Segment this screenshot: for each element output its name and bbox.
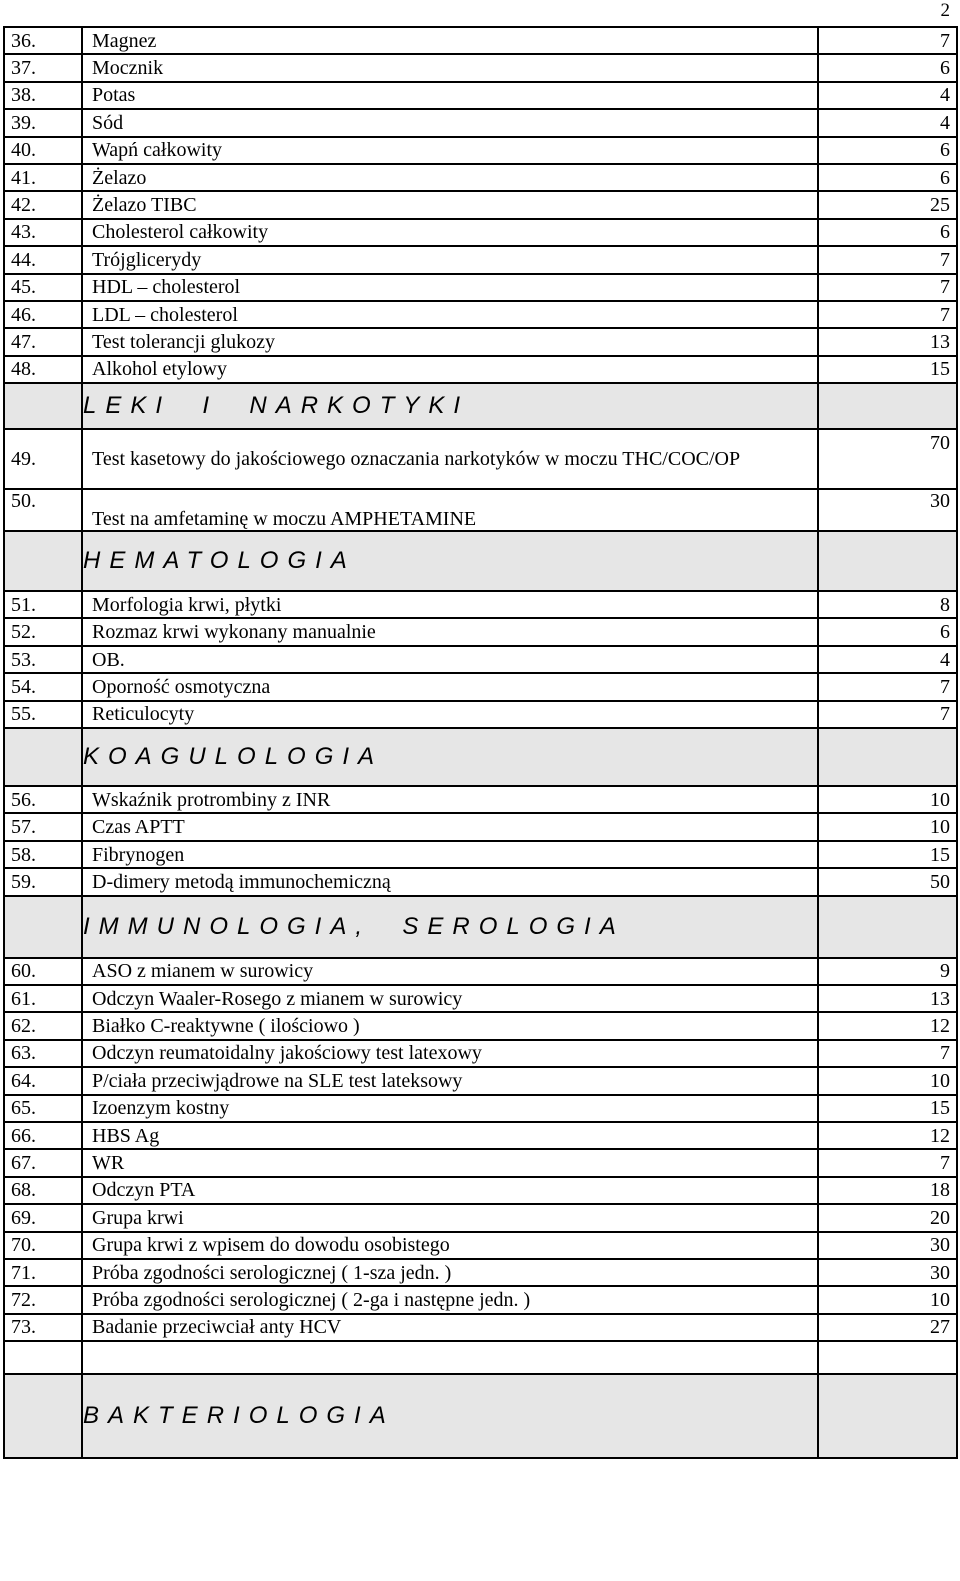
row-number: 41. (4, 164, 82, 191)
test-price: 15 (818, 1095, 957, 1122)
table-row (4, 164, 957, 191)
test-name: Próba zgodności serologicznej ( 1-sza jedn. ) (82, 1259, 818, 1286)
test-price: 12 (818, 1122, 957, 1149)
table-row (4, 1040, 957, 1067)
row-number: 43. (4, 219, 82, 246)
row-number: 60. (4, 958, 82, 985)
row-number: 46. (4, 301, 82, 328)
table-row (4, 246, 957, 273)
row-number: 42. (4, 191, 82, 218)
test-name: Grupa krwi z wpisem do dowodu osobistego (82, 1232, 818, 1259)
row-number: 54. (4, 673, 82, 700)
section-title-hematologia: HEMATOLOGIA (82, 531, 818, 591)
row-number: 61. (4, 985, 82, 1012)
test-price: 50 (818, 868, 957, 895)
test-name: Reticulocyty (82, 701, 818, 728)
table-row (4, 868, 957, 895)
table-row (4, 429, 957, 489)
section-header-blank (818, 383, 957, 429)
test-name: Cholesterol całkowity (82, 219, 818, 246)
section-title-immunologia: IMMUNOLOGIA, SEROLOGIA (82, 896, 818, 958)
table-row (4, 1204, 957, 1231)
section-header-blank (818, 1374, 957, 1458)
test-name: Mocznik (82, 54, 818, 81)
test-name: Żelazo (82, 164, 818, 191)
section-title-bakteriologia: BAKTERIOLOGIA (82, 1374, 818, 1458)
test-price: 7 (818, 701, 957, 728)
table-row (4, 673, 957, 700)
test-price: 7 (818, 301, 957, 328)
section-header-row (4, 728, 957, 786)
section-header-row (4, 1374, 957, 1458)
table-row (4, 1067, 957, 1094)
test-name: D-dimery metodą immunochemiczną (82, 868, 818, 895)
test-name: P/ciała przeciwjądrowe na SLE test lateksowy (82, 1067, 818, 1094)
blank-row (4, 1341, 957, 1374)
test-name: Potas (82, 82, 818, 109)
test-name: Odczyn PTA (82, 1177, 818, 1204)
table-row (4, 301, 957, 328)
table-row (4, 1012, 957, 1039)
table-row (4, 219, 957, 246)
test-price: 20 (818, 1204, 957, 1231)
row-number: 72. (4, 1286, 82, 1313)
table-row (4, 985, 957, 1012)
row-number: 37. (4, 54, 82, 81)
row-number: 73. (4, 1314, 82, 1341)
section-header-row (4, 531, 957, 591)
row-number: 53. (4, 646, 82, 673)
row-number: 50. (4, 489, 82, 531)
test-price: 10 (818, 786, 957, 813)
table-row (4, 701, 957, 728)
test-name: Badanie przeciwciał anty HCV (82, 1314, 818, 1341)
test-name: ASO z mianem w surowicy (82, 958, 818, 985)
section-header-blank (4, 896, 82, 958)
row-number: 58. (4, 841, 82, 868)
row-number: 66. (4, 1122, 82, 1149)
test-name: Wskaźnik protrombiny z INR (82, 786, 818, 813)
table-row (4, 1286, 957, 1313)
test-name: Magnez (82, 27, 818, 54)
table-row (4, 1095, 957, 1122)
test-price: 4 (818, 82, 957, 109)
test-price: 7 (818, 27, 957, 54)
blank-cell (818, 1341, 957, 1374)
table-row (4, 27, 957, 54)
test-price: 7 (818, 673, 957, 700)
test-name: LDL – cholesterol (82, 301, 818, 328)
test-price: 8 (818, 591, 957, 618)
table-row (4, 1177, 957, 1204)
table-row (4, 958, 957, 985)
test-price: 18 (818, 1177, 957, 1204)
test-name: Czas APTT (82, 813, 818, 840)
table-row (4, 489, 957, 531)
test-price: 15 (818, 356, 957, 383)
blank-cell (4, 1341, 82, 1374)
test-price: 25 (818, 191, 957, 218)
row-number: 36. (4, 27, 82, 54)
blank-cell (82, 1341, 818, 1374)
table-row (4, 82, 957, 109)
row-number: 71. (4, 1259, 82, 1286)
test-name: Morfologia krwi, płytki (82, 591, 818, 618)
row-number: 49. (4, 429, 82, 489)
test-name: Wapń całkowity (82, 137, 818, 164)
table-row (4, 1314, 957, 1341)
row-number: 63. (4, 1040, 82, 1067)
test-name: Próba zgodności serologicznej ( 2-ga i następne jedn. ) (82, 1286, 818, 1313)
test-price: 6 (818, 618, 957, 645)
test-price: 13 (818, 985, 957, 1012)
table-row (4, 1149, 957, 1176)
test-price: 6 (818, 137, 957, 164)
row-number: 48. (4, 356, 82, 383)
table-row (4, 1232, 957, 1259)
table-row (4, 274, 957, 301)
test-name: Białko C-reaktywne ( ilościowo ) (82, 1012, 818, 1039)
section-header-blank (818, 531, 957, 591)
row-number: 64. (4, 1067, 82, 1094)
table-row (4, 841, 957, 868)
test-name: HDL – cholesterol (82, 274, 818, 301)
test-name: Trójglicerydy (82, 246, 818, 273)
table-row (4, 328, 957, 355)
section-title-leki: LEKI I NARKOTYKI (82, 383, 818, 429)
test-name: Izoenzym kostny (82, 1095, 818, 1122)
row-number: 45. (4, 274, 82, 301)
table-row (4, 646, 957, 673)
test-name: Grupa krwi (82, 1204, 818, 1231)
test-price: 6 (818, 219, 957, 246)
test-name: Alkohol etylowy (82, 356, 818, 383)
test-price: 30 (818, 1259, 957, 1286)
test-price: 4 (818, 109, 957, 136)
row-number: 51. (4, 591, 82, 618)
table-row (4, 356, 957, 383)
page-number: 2 (940, 0, 950, 21)
test-name: Test kasetowy do jakościowego oznaczania narkotyków w moczu THC/COC/OP (82, 429, 818, 489)
test-price: 7 (818, 274, 957, 301)
section-header-blank (4, 383, 82, 429)
section-header-blank (4, 728, 82, 786)
row-number: 59. (4, 868, 82, 895)
test-price: 13 (818, 328, 957, 355)
test-name: WR (82, 1149, 818, 1176)
table-row (4, 618, 957, 645)
row-number: 70. (4, 1232, 82, 1259)
test-price: 7 (818, 1149, 957, 1176)
row-number: 62. (4, 1012, 82, 1039)
test-price: 70 (818, 429, 957, 489)
test-price: 6 (818, 54, 957, 81)
test-name: Żelazo TIBC (82, 191, 818, 218)
test-price: 15 (818, 841, 957, 868)
row-number: 67. (4, 1149, 82, 1176)
test-price: 30 (818, 1232, 957, 1259)
test-name: Oporność osmotyczna (82, 673, 818, 700)
table-row (4, 1259, 957, 1286)
test-price: 7 (818, 1040, 957, 1067)
test-name: Rozmaz krwi wykonany manualnie (82, 618, 818, 645)
test-price: 10 (818, 1286, 957, 1313)
row-number: 69. (4, 1204, 82, 1231)
test-price: 4 (818, 646, 957, 673)
section-header-blank (4, 1374, 82, 1458)
test-name: Test na amfetaminę w moczu AMPHETAMINE (82, 489, 818, 531)
test-price: 9 (818, 958, 957, 985)
test-name: Sód (82, 109, 818, 136)
table-row (4, 191, 957, 218)
test-name: HBS Ag (82, 1122, 818, 1149)
row-number: 39. (4, 109, 82, 136)
test-name: Fibrynogen (82, 841, 818, 868)
test-price: 7 (818, 246, 957, 273)
test-price: 27 (818, 1314, 957, 1341)
row-number: 55. (4, 701, 82, 728)
row-number: 56. (4, 786, 82, 813)
test-price: 10 (818, 813, 957, 840)
section-header-blank (818, 896, 957, 958)
test-name: OB. (82, 646, 818, 673)
test-price: 12 (818, 1012, 957, 1039)
table-row (4, 109, 957, 136)
row-number: 44. (4, 246, 82, 273)
test-name: Test tolerancji glukozy (82, 328, 818, 355)
row-number: 40. (4, 137, 82, 164)
row-number: 52. (4, 618, 82, 645)
row-number: 38. (4, 82, 82, 109)
section-header-blank (4, 531, 82, 591)
row-number: 47. (4, 328, 82, 355)
table-row (4, 1122, 957, 1149)
table-row (4, 54, 957, 81)
row-number: 57. (4, 813, 82, 840)
row-number: 68. (4, 1177, 82, 1204)
test-price: 30 (818, 489, 957, 531)
test-price: 10 (818, 1067, 957, 1094)
price-list-table (3, 26, 958, 1459)
section-header-blank (818, 728, 957, 786)
test-price: 6 (818, 164, 957, 191)
table-row (4, 786, 957, 813)
section-title-koagulologia: KOAGULOLOGIA (82, 728, 818, 786)
row-number: 65. (4, 1095, 82, 1122)
test-name: Odczyn Waaler-Rosego z mianem w surowicy (82, 985, 818, 1012)
table-row (4, 137, 957, 164)
table-row (4, 813, 957, 840)
section-header-row (4, 383, 957, 429)
section-header-row (4, 896, 957, 958)
test-name: Odczyn reumatoidalny jakościowy test latexowy (82, 1040, 818, 1067)
table-row (4, 591, 957, 618)
